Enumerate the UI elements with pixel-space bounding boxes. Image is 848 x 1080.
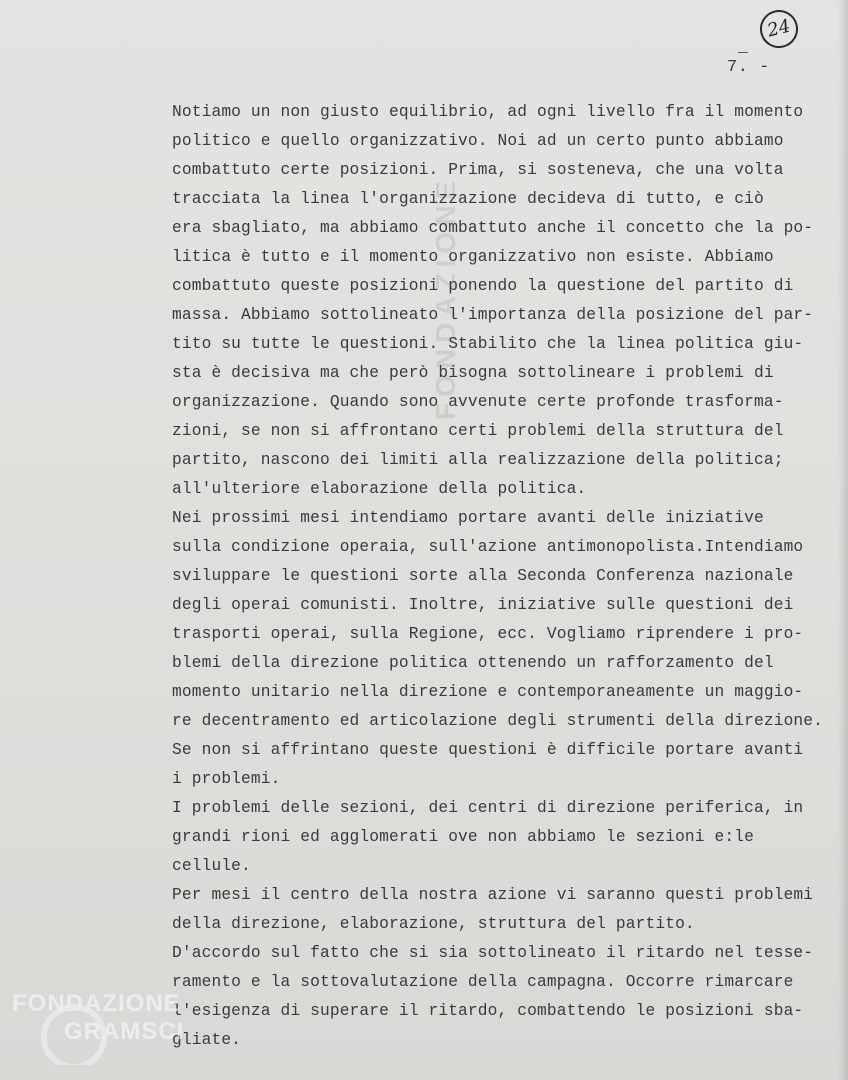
text-line: Per mesi il centro della nostra azione vi saranno questi problemi [172,886,814,904]
text-line: sulla condizione operaia, sull'azione antimonopolista.Intendiamo [172,538,804,556]
text-line: della direzione, elaborazione, struttura del partito. [172,915,695,933]
page-number-mark [738,52,748,53]
text-line: Nei prossimi mesi intendiamo portare avanti delle iniziative [172,509,764,527]
watermark-logo-line1: FONDAZIONE [12,990,181,1017]
text-line: sta è decisiva ma che però bisogna sottolineare i problemi di [172,364,774,382]
text-line: trasporti operai, sulla Regione, ecc. Vogliamo riprendere i pro- [172,625,804,643]
text-line: zioni, se non si affrontano certi problemi della struttura del [172,422,784,440]
text-line: D'accordo sul fatto che si sia sottolineato il ritardo nel tesse- [172,944,814,962]
text-line: organizzazione. Quando sono avvenute certe profonde trasforma- [172,393,784,411]
text-line: Se non si affrintano queste questioni è difficile portare avanti [172,741,804,759]
text-line: I problemi delle sezioni, dei centri di direzione periferica, in [172,799,804,817]
text-line: tracciata la linea l'organizzazione decideva di tutto, e ciò [172,190,764,208]
text-line: tito su tutte le questioni. Stabilito che la linea politica giu- [172,335,804,353]
text-line: all'ulteriore elaborazione della politica. [172,480,587,498]
text-line: blemi della direzione politica ottenendo un rafforzamento del [172,654,774,672]
text-line: i problemi. [172,770,281,788]
watermark-logo-line2: GRAMSCI [64,1018,185,1045]
page-number: 7. - [727,58,770,77]
watermark-vertical-text: FONDAZIONE [430,174,461,420]
archive-number-stamp: 24 [756,6,802,52]
text-line: grandi rioni ed agglomerati ove non abbiamo le sezioni e:le [172,828,754,846]
text-line: sviluppare le questioni sorte alla Seconda Conferenza nazionale [172,567,794,585]
text-line: Notiamo un non giusto equilibrio, ad ogni livello fra il momento [172,103,804,121]
text-line: momento unitario nella direzione e contemporaneamente un maggio- [172,683,804,701]
text-line: ramento e la sottovalutazione della campagna. Occorre rimarcare [172,973,794,991]
fondazione-gramsci-watermark-logo [4,985,224,1065]
text-line: massa. Abbiamo sottolineato l'importanza della posizione del par- [172,306,814,324]
text-line: partito, nascono dei limiti alla realizzazione della politica; [172,451,784,469]
text-line: combattuto queste posizioni ponendo la questione del partito di [172,277,794,295]
text-line: l'esigenza di superare il ritardo, combattendo le posizioni sba- [172,1002,804,1020]
text-line: degli operai comunisti. Inoltre, iniziative sulle questioni dei [172,596,794,614]
page-edge-shadow [838,0,848,1080]
text-line: litica è tutto e il momento organizzativo non esiste. Abbiamo [172,248,774,266]
typewritten-body [172,98,832,1055]
text-line: cellule. [172,857,251,875]
text-line: combattuto certe posizioni. Prima, si sosteneva, che una volta [172,161,784,179]
text-line: politico e quello organizzativo. Noi ad un certo punto abbiamo [172,132,784,150]
text-line: re decentramento ed articolazione degli strumenti della direzione. [172,712,824,730]
text-line: era sbagliato, ma abbiamo combattuto anche il concetto che la po- [172,219,814,237]
text-line: gliate. [172,1031,242,1049]
